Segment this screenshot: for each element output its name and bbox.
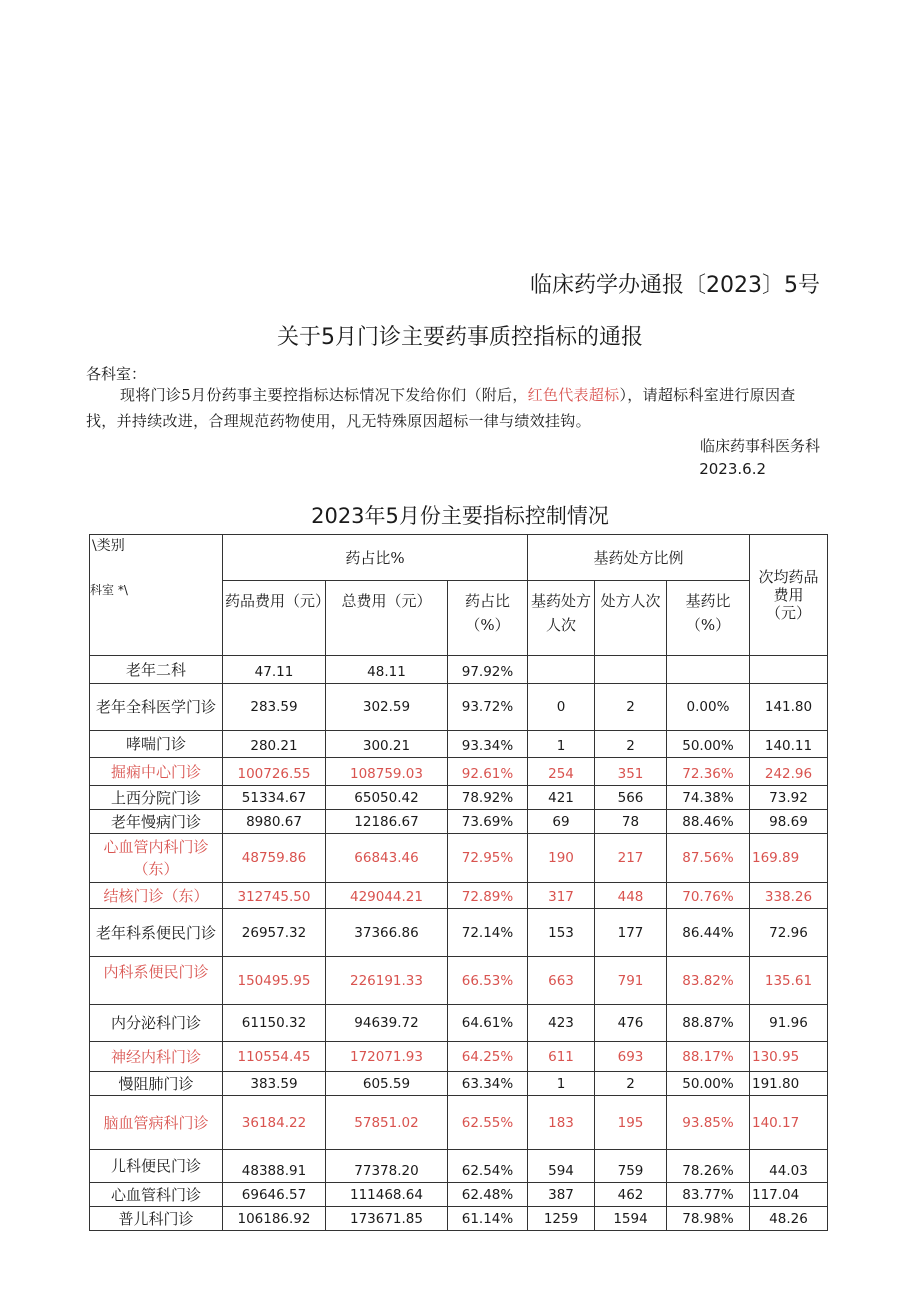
cell-ratio: 72.89% <box>448 883 528 909</box>
table-row <box>90 1150 828 1183</box>
cell-avg-fee: 98.69 <box>750 810 828 834</box>
cell-drug-fee: 312745.50 <box>223 883 326 909</box>
cell-avg-fee: 242.96 <box>750 758 828 786</box>
cell-total-fee: 65050.42 <box>326 786 448 810</box>
cell-department: 内科系便民门诊 <box>90 957 223 1005</box>
sign-date: 2023.6.2 <box>699 460 766 478</box>
notice-body <box>86 382 822 434</box>
cell-visits: 351 <box>595 758 667 786</box>
cell-drug-fee: 51334.67 <box>223 786 326 810</box>
cell-drug-fee: 47.11 <box>223 656 326 684</box>
cell-total-fee: 302.59 <box>326 684 448 731</box>
cell-total-fee: 108759.03 <box>326 758 448 786</box>
cell-avg-fee: 130.95 <box>750 1042 828 1072</box>
col-header-drug-fee: 药品费用（元） <box>223 581 326 656</box>
cell-drug-fee: 283.59 <box>223 684 326 731</box>
cell-visits: 759 <box>595 1150 667 1183</box>
cell-basic-ratio: 78.98% <box>667 1207 750 1231</box>
cell-department: 心血管科门诊 <box>90 1183 223 1207</box>
table-row <box>90 786 828 810</box>
cell-ratio: 72.14% <box>448 909 528 957</box>
cell-visits: 2 <box>595 1072 667 1096</box>
cell-drug-fee: 69646.57 <box>223 1183 326 1207</box>
cell-department: 内分泌科门诊 <box>90 1005 223 1042</box>
cell-basic-ratio: 50.00% <box>667 1072 750 1096</box>
cell-ratio: 93.34% <box>448 731 528 758</box>
cell-basic-ratio: 72.36% <box>667 758 750 786</box>
table-row <box>90 834 828 883</box>
cell-avg-fee: 72.96 <box>750 909 828 957</box>
cell-basic-ratio <box>667 656 750 684</box>
cell-avg-fee: 140.17 <box>750 1096 828 1150</box>
body-text-red-note: 红色代表超标 <box>527 386 620 404</box>
cell-avg-fee: 140.11 <box>750 731 828 758</box>
cell-drug-fee: 36184.22 <box>223 1096 326 1150</box>
indicator-table <box>89 534 828 1231</box>
cell-basic-ratio: 78.26% <box>667 1150 750 1183</box>
cell-department: 上西分院门诊 <box>90 786 223 810</box>
cell-visits: 791 <box>595 957 667 1005</box>
cell-ratio: 61.14% <box>448 1207 528 1231</box>
cell-total-fee: 66843.46 <box>326 834 448 883</box>
cell-basic-visits <box>528 656 595 684</box>
table-row <box>90 1005 828 1042</box>
cell-drug-fee: 110554.45 <box>223 1042 326 1072</box>
cell-total-fee: 173671.85 <box>326 1207 448 1231</box>
cell-basic-visits: 254 <box>528 758 595 786</box>
cell-ratio: 63.34% <box>448 1072 528 1096</box>
cell-basic-visits: 663 <box>528 957 595 1005</box>
cell-avg-fee: 135.61 <box>750 957 828 1005</box>
signer: 临床药事科医务科 <box>699 437 820 455</box>
corner-header <box>90 535 223 656</box>
notice-title: 关于5月门诊主要药事质控指标的通报 <box>277 325 643 350</box>
table-row <box>90 1072 828 1096</box>
cell-department: 哮喘门诊 <box>90 731 223 758</box>
cell-basic-visits: 423 <box>528 1005 595 1042</box>
cell-drug-fee: 150495.95 <box>223 957 326 1005</box>
cell-basic-ratio: 87.56% <box>667 834 750 883</box>
cell-department: 掘痫中心门诊 <box>90 758 223 786</box>
table-row <box>90 883 828 909</box>
cell-visits: 2 <box>595 731 667 758</box>
cell-basic-visits: 0 <box>528 684 595 731</box>
cell-basic-ratio: 50.00% <box>667 731 750 758</box>
body-text-part1: 现将门诊5月份药事主要控指标达标情况下发给你们（附后， <box>120 386 528 404</box>
cell-avg-fee: 338.26 <box>750 883 828 909</box>
table-row <box>90 758 828 786</box>
cell-department: 脑血管病科门诊 <box>90 1096 223 1150</box>
cell-ratio: 64.61% <box>448 1005 528 1042</box>
cell-drug-fee: 61150.32 <box>223 1005 326 1042</box>
col-header-total-fee: 总费用（元） <box>326 581 448 656</box>
table-row <box>90 1207 828 1231</box>
cell-department: 结核门诊（东） <box>90 883 223 909</box>
cell-department: 儿科便民门诊 <box>90 1150 223 1183</box>
cell-ratio: 72.95% <box>448 834 528 883</box>
cell-ratio: 92.61% <box>448 758 528 786</box>
table-row <box>90 957 828 1005</box>
cell-avg-fee: 141.80 <box>750 684 828 731</box>
cell-visits: 566 <box>595 786 667 810</box>
cell-avg-fee: 191.80 <box>750 1072 828 1096</box>
cell-basic-visits: 153 <box>528 909 595 957</box>
cell-total-fee: 94639.72 <box>326 1005 448 1042</box>
cell-ratio: 62.54% <box>448 1150 528 1183</box>
cell-drug-fee: 100726.55 <box>223 758 326 786</box>
cell-visits: 195 <box>595 1096 667 1150</box>
cell-avg-fee: 48.26 <box>750 1207 828 1231</box>
cell-drug-fee: 26957.32 <box>223 909 326 957</box>
corner-header-category: \类别 <box>92 538 125 554</box>
table-row <box>90 810 828 834</box>
body-text-part2: ），请超标科室进行原因查找，并持续改进，合理规范药物使用，凡无特殊原因超标一律与绩效挂钩。 <box>86 386 796 430</box>
cell-visits: 2 <box>595 684 667 731</box>
cell-total-fee: 300.21 <box>326 731 448 758</box>
cell-drug-fee: 48388.91 <box>223 1150 326 1183</box>
col-header-visits: 处方人次 <box>595 581 667 656</box>
cell-basic-visits: 69 <box>528 810 595 834</box>
cell-visits: 177 <box>595 909 667 957</box>
col-header-basic-ratio: 基药比（%） <box>667 581 750 656</box>
cell-visits: 78 <box>595 810 667 834</box>
cell-avg-fee: 44.03 <box>750 1150 828 1183</box>
table-title: 2023年5月份主要指标控制情况 <box>311 504 609 528</box>
cell-basic-visits: 594 <box>528 1150 595 1183</box>
cell-basic-ratio: 88.17% <box>667 1042 750 1072</box>
cell-avg-fee: 169.89 <box>750 834 828 883</box>
cell-basic-visits: 190 <box>528 834 595 883</box>
table-row <box>90 1096 828 1150</box>
cell-basic-ratio: 83.77% <box>667 1183 750 1207</box>
cell-ratio: 62.48% <box>448 1183 528 1207</box>
cell-visits <box>595 656 667 684</box>
cell-total-fee: 226191.33 <box>326 957 448 1005</box>
cell-ratio: 64.25% <box>448 1042 528 1072</box>
col-header-ratio: 药占比（%） <box>448 581 528 656</box>
cell-total-fee: 48.11 <box>326 656 448 684</box>
cell-drug-fee: 106186.92 <box>223 1207 326 1231</box>
cell-drug-fee: 8980.67 <box>223 810 326 834</box>
cell-basic-visits: 1 <box>528 1072 595 1096</box>
cell-ratio: 73.69% <box>448 810 528 834</box>
cell-visits: 693 <box>595 1042 667 1072</box>
cell-total-fee: 77378.20 <box>326 1150 448 1183</box>
cell-department: 慢阻肺门诊 <box>90 1072 223 1096</box>
cell-visits: 217 <box>595 834 667 883</box>
table-row <box>90 1183 828 1207</box>
cell-basic-visits: 387 <box>528 1183 595 1207</box>
cell-total-fee: 172071.93 <box>326 1042 448 1072</box>
corner-header-department: 科室 *\ <box>90 583 128 597</box>
cell-basic-ratio: 93.85% <box>667 1096 750 1150</box>
cell-total-fee: 37366.86 <box>326 909 448 957</box>
cell-ratio: 93.72% <box>448 684 528 731</box>
cell-department: 老年全科医学门诊 <box>90 684 223 731</box>
cell-basic-ratio: 88.46% <box>667 810 750 834</box>
cell-department: 神经内科门诊 <box>90 1042 223 1072</box>
cell-basic-visits: 1 <box>528 731 595 758</box>
cell-drug-fee: 48759.86 <box>223 834 326 883</box>
table-row <box>90 656 828 684</box>
cell-visits: 448 <box>595 883 667 909</box>
cell-drug-fee: 383.59 <box>223 1072 326 1096</box>
cell-total-fee: 57851.02 <box>326 1096 448 1150</box>
cell-basic-ratio: 88.87% <box>667 1005 750 1042</box>
group-header-basic-drug: 基药处方比例 <box>528 535 750 581</box>
cell-visits: 1594 <box>595 1207 667 1231</box>
salutation: 各科室： <box>86 365 147 383</box>
cell-ratio: 97.92% <box>448 656 528 684</box>
cell-total-fee: 429044.21 <box>326 883 448 909</box>
cell-total-fee: 605.59 <box>326 1072 448 1096</box>
cell-department: 心血管内科门诊（东） <box>90 834 223 883</box>
table-row <box>90 684 828 731</box>
cell-total-fee: 111468.64 <box>326 1183 448 1207</box>
cell-basic-visits: 1259 <box>528 1207 595 1231</box>
cell-avg-fee: 91.96 <box>750 1005 828 1042</box>
col-header-basic-visits: 基药处方人次 <box>528 581 595 656</box>
document-number: 临床药学办通报〔2023〕5号 <box>530 273 820 298</box>
cell-basic-ratio: 74.38% <box>667 786 750 810</box>
cell-basic-visits: 421 <box>528 786 595 810</box>
cell-ratio: 62.55% <box>448 1096 528 1150</box>
cell-ratio: 78.92% <box>448 786 528 810</box>
cell-avg-fee <box>750 656 828 684</box>
cell-avg-fee: 73.92 <box>750 786 828 810</box>
cell-department: 老年慢病门诊 <box>90 810 223 834</box>
cell-basic-visits: 611 <box>528 1042 595 1072</box>
cell-department: 老年科系便民门诊 <box>90 909 223 957</box>
cell-visits: 462 <box>595 1183 667 1207</box>
table-row <box>90 909 828 957</box>
table-row <box>90 1042 828 1072</box>
cell-department: 老年二科 <box>90 656 223 684</box>
cell-basic-visits: 183 <box>528 1096 595 1150</box>
col-header-avg-fee: 次均药品费用（元） <box>750 535 828 656</box>
cell-basic-ratio: 70.76% <box>667 883 750 909</box>
cell-drug-fee: 280.21 <box>223 731 326 758</box>
cell-ratio: 66.53% <box>448 957 528 1005</box>
cell-basic-ratio: 86.44% <box>667 909 750 957</box>
cell-visits: 476 <box>595 1005 667 1042</box>
cell-basic-visits: 317 <box>528 883 595 909</box>
cell-avg-fee: 117.04 <box>750 1183 828 1207</box>
group-header-drug-ratio: 药占比% <box>223 535 528 581</box>
table-row <box>90 731 828 758</box>
cell-department: 普儿科门诊 <box>90 1207 223 1231</box>
cell-basic-ratio: 83.82% <box>667 957 750 1005</box>
cell-basic-ratio: 0.00% <box>667 684 750 731</box>
cell-total-fee: 12186.67 <box>326 810 448 834</box>
